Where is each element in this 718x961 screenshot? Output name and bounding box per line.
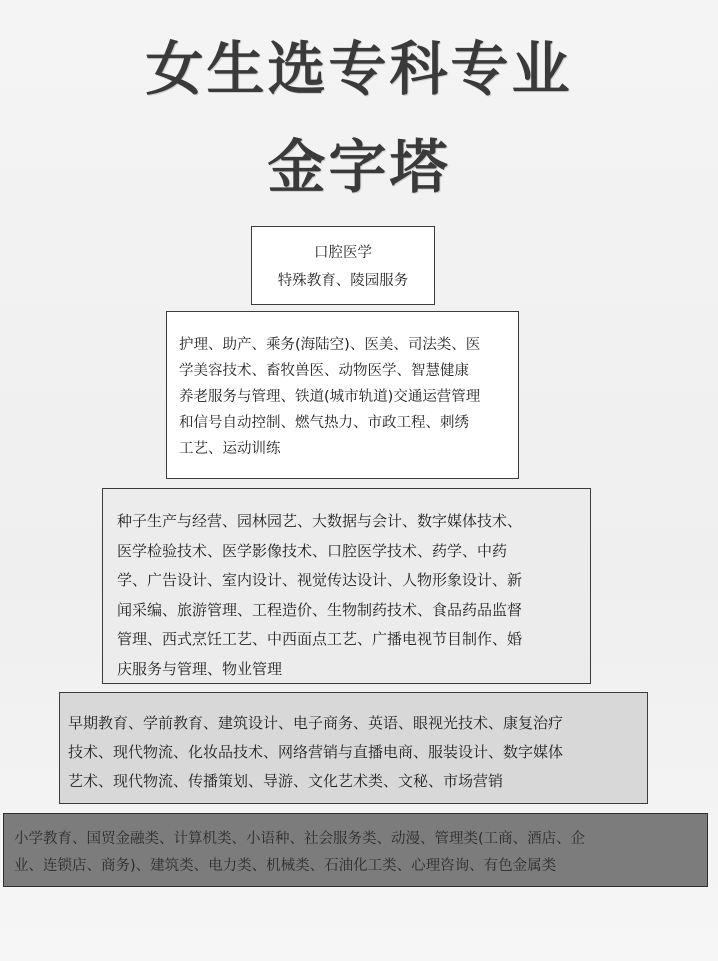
tier-3-line-3: 学、广告设计、室内设计、视觉传达设计、人物形象设计、新	[117, 571, 523, 589]
tier-4-line-3: 艺术、现代物流、传播策划、导游、文化艺术类、文秘、市场营销	[68, 772, 504, 790]
tier-2-line-3: 养老服务与管理、铁道(城市轨道)交通运营管理	[179, 389, 481, 405]
tier-4-line-1: 早期教育、学前教育、建筑设计、电子商务、英语、眼视光技术、康复治疗	[68, 714, 564, 732]
tier-3-line-5: 管理、西式烹饪工艺、中西面点工艺、广播电视节目制作、婚	[117, 630, 523, 648]
tier-3-line-1: 种子生产与经营、园林园艺、大数据与会计、数字媒体技术、	[117, 512, 523, 530]
tier-3-line-2: 医学检验技术、医学影像技术、口腔医学技术、药学、中药	[117, 541, 508, 560]
tier-2-line-4: 和信号自动控制、燃气热力、市政工程、刺绣	[179, 415, 469, 431]
pyramid-tier-3	[102, 488, 591, 684]
pyramid-tier-5	[3, 813, 708, 887]
tier-1-line-1: 口腔医学	[314, 245, 372, 261]
tier-2-line-5: 工艺、运动训练	[179, 441, 281, 457]
tier-2-line-1: 护理、助产、乘务(海陆空)、医美、司法类、医	[179, 337, 481, 353]
tier-1-line-2: 特殊教育、陵园服务	[277, 273, 409, 289]
tier-5-line-1: 小学教育、国贸金融类、计算机类、小语种、社会服务类、动漫、管理类(工商、酒店、企	[14, 831, 586, 847]
page-title-line-1: 女生选专科专业	[145, 35, 573, 103]
tier-3-line-6: 庆服务与管理、物业管理	[117, 659, 283, 678]
page-title-line-2: 金字塔	[267, 133, 451, 201]
pyramid-tier-2	[166, 311, 519, 479]
tier-2-line-2: 学美容技术、畜牧兽医、动物医学、智慧健康	[179, 363, 469, 379]
tier-4-line-2: 技术、现代物流、化妆品技术、网络营销与直播电商、服装设计、数字媒体	[68, 743, 564, 761]
pyramid-tier-4	[59, 692, 648, 804]
tier-5-line-2: 业、连锁店、商务)、建筑类、电力类、机械类、石油化工类、心理咨询、有色金属类	[14, 858, 557, 874]
pyramid-tier-1	[251, 226, 435, 305]
tier-3-line-4: 闻采编、旅游管理、工程造价、生物制药技术、食品药品监督	[117, 600, 523, 619]
